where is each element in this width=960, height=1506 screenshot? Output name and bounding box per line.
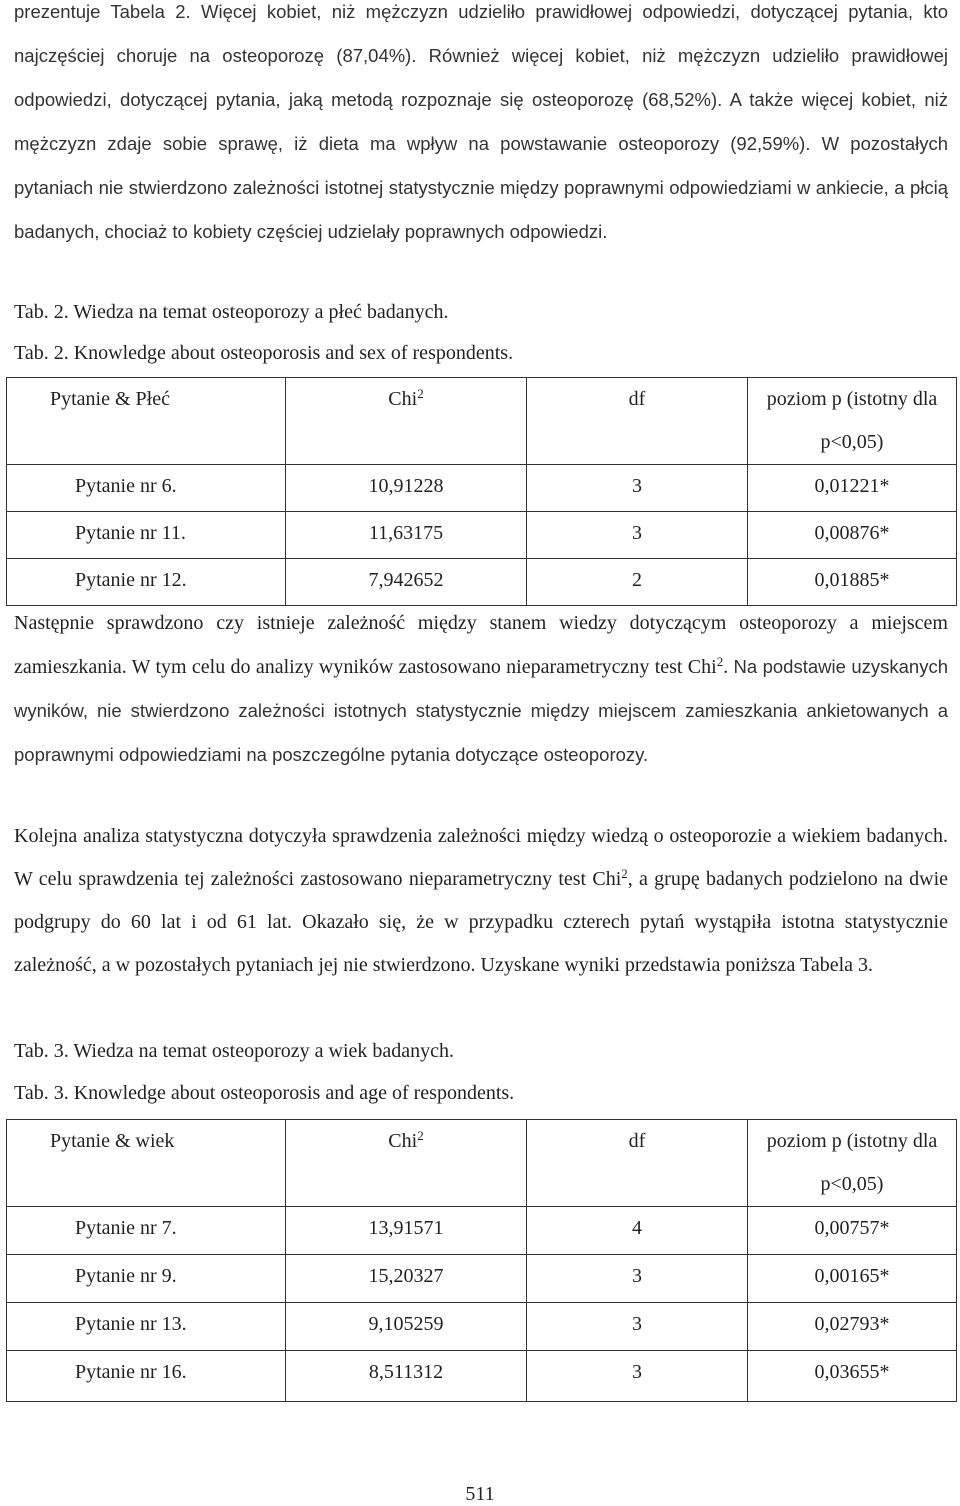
cell-p: 0,00165* xyxy=(748,1255,957,1303)
table-row xyxy=(7,512,957,559)
header-chi: Chi$^2$ xyxy=(286,378,527,465)
cell-question: Pytanie nr 13. xyxy=(7,1303,286,1351)
paragraph-text: W pozostałych pytaniach nie stwierdzono zależności istotnej statystycznie między poprawnymi odpowiedziami w ankiecie, a płcią badanych, chociaż to kobiety częściej udzielały poprawnych odpowiedzi. xyxy=(14,133,949,242)
paragraph-text: Następnie sprawdzono czy istnieje zależność między stanem wiedzy dotyczącym osteoporozy a miejscem zamieszkania. W tym celu do analizy wyników zastosowano nieparametryczny test Chi xyxy=(14,612,948,678)
cell-p: 0,01221* xyxy=(748,465,957,512)
cell-question: Pytanie nr 12. xyxy=(7,559,286,606)
header-chi: Chi$^2$ xyxy=(286,1120,527,1207)
cell-df: 2 xyxy=(527,559,748,606)
cell-chi: 11,63175 xyxy=(286,512,527,559)
header-question: Pytanie & wiek xyxy=(7,1120,286,1207)
cell-p: 0,00876* xyxy=(748,512,957,559)
cell-chi: 13,91571 xyxy=(286,1207,527,1255)
table2-caption-pl: Tab. 2. Wiedza na temat osteoporozy a płeć badanych. xyxy=(14,301,449,323)
table-row xyxy=(7,465,957,512)
cell-question: Pytanie nr 6. xyxy=(7,465,286,512)
cell-question: Pytanie nr 16. xyxy=(7,1351,286,1402)
cell-df: 3 xyxy=(527,1303,748,1351)
paragraph-text: prezentuje Tabela 2. xyxy=(14,1,202,22)
table-row xyxy=(7,1351,957,1402)
cell-df: 3 xyxy=(527,1351,748,1402)
paragraph-text: Na podstawie uzyskanych wyników, nie stwierdzono zależności istotnych statystycznie między miejscem zamieszkania ankietowanych a poprawnymi odpowiedziami na poszczególne pytania dotyczące osteoporozy. xyxy=(14,656,949,765)
paragraph-text: . xyxy=(723,656,734,678)
table-row xyxy=(7,1303,957,1351)
table3-age xyxy=(6,1119,957,1402)
page-number: 511 xyxy=(465,1483,495,1505)
table-row xyxy=(7,1255,957,1303)
table3-caption-en: Tab. 3. Knowledge about osteoporosis and age of respondents. xyxy=(14,1082,515,1104)
table2-caption-en: Tab. 2. Knowledge about osteoporosis and sex of respondents. xyxy=(14,342,514,364)
table-row xyxy=(7,1207,957,1255)
cell-chi: 9,105259 xyxy=(286,1303,527,1351)
cell-p: 0,02793* xyxy=(748,1303,957,1351)
header-p: poziom p (istotny dla p<0,05) xyxy=(748,1120,957,1207)
header-p: poziom p (istotny dla p<0,05) xyxy=(748,378,957,465)
header-df: df xyxy=(527,378,748,465)
cell-df: 3 xyxy=(527,512,748,559)
table-header-row xyxy=(7,1120,957,1207)
cell-chi: 8,511312 xyxy=(286,1351,527,1402)
cell-question: Pytanie nr 9. xyxy=(7,1255,286,1303)
table-row xyxy=(7,559,957,606)
cell-question: Pytanie nr 7. xyxy=(7,1207,286,1255)
paragraph-text: , a grupę badanych podzielono na dwie podgrupy do 60 lat i od 61 lat. Okazało się, że w przypadku czterech pytań wystąpiła istotna statystycznie zależność, a w pozostałych pytaniach jej nie stwierdzono. Uzyskane wyniki przedstawia poniższa Tabela 3. xyxy=(14,868,948,976)
paragraph-age: Kolejna analiza statystyczna dotyczyła sprawdzenia zależności między wiedzą o osteoporozie a wiekiem badanych. W celu sprawdzenia tej zależności zastosowano nieparametryczny test Chi$^2$, a grupę badanych podzielono na dwie podgrupy do 60 lat i od 61 lat. Okazało się, że w przypadku czterech pytań wystąpiła istotna statystycznie zależność, a w pozostałych pytaniach jej nie stwierdzono. Uzyskane wyniki przedstawia poniższa Tabela 3. xyxy=(14,825,948,976)
paragraph-residence: Następnie sprawdzono czy istnieje zależność między stanem wiedzy dotyczącym osteoporozy a miejscem zamieszkania. W tym celu do analizy wyników zastosowano nieparametryczny test Chi$^2$. Na podstawie uzyskanych wyników, nie stwierdzono zależności istotnych statystycznie między miejscem zamieszkania ankietowanych a poprawnymi odpowiedziami na poszczególne pytania dotyczące osteoporozy. xyxy=(14,612,949,765)
paragraph-text: Kolejna analiza statystyczna dotyczyła sprawdzenia zależności między wiedzą o osteoporozie a wiekiem badanych. W celu sprawdzenia tej zależności zastosowano nieparametryczny test Chi xyxy=(14,825,948,890)
cell-p: 0,01885* xyxy=(748,559,957,606)
cell-chi: 7,942652 xyxy=(286,559,527,606)
cell-question: Pytanie nr 11. xyxy=(7,512,286,559)
table-header-row xyxy=(7,378,957,465)
cell-p: 0,03655* xyxy=(748,1351,957,1402)
cell-chi: 15,20327 xyxy=(286,1255,527,1303)
cell-df: 3 xyxy=(527,1255,748,1303)
cell-df: 3 xyxy=(527,465,748,512)
paragraph-text: Więcej kobiet, niż mężczyzn udzieliło prawidłowej odpowiedzi, dotyczącej pytania, kto najczęściej choruje na osteoporozę (87,04%). Również więcej kobiet, niż mężczyzn udzieliło prawidłowej odpowiedzi, dotyczącej pytania, jaką metodą rozpoznaje się osteoporozę (68,52%). A także więcej kobiet, niż mężczyzn zdaje sobie sprawę, iż dieta ma wpływ na powstawanie osteoporozy (92,59%). xyxy=(14,1,948,154)
paragraph-sex-results xyxy=(14,0,948,280)
header-question: Pytanie & Płeć xyxy=(7,378,286,465)
table3-caption-pl: Tab. 3. Wiedza na temat osteoporozy a wiek badanych. xyxy=(14,1040,455,1062)
cell-chi: 10,91228 xyxy=(286,465,527,512)
cell-df: 4 xyxy=(527,1207,748,1255)
cell-p: 0,00757* xyxy=(748,1207,957,1255)
header-df: df xyxy=(527,1120,748,1207)
table2-sex xyxy=(6,377,957,606)
